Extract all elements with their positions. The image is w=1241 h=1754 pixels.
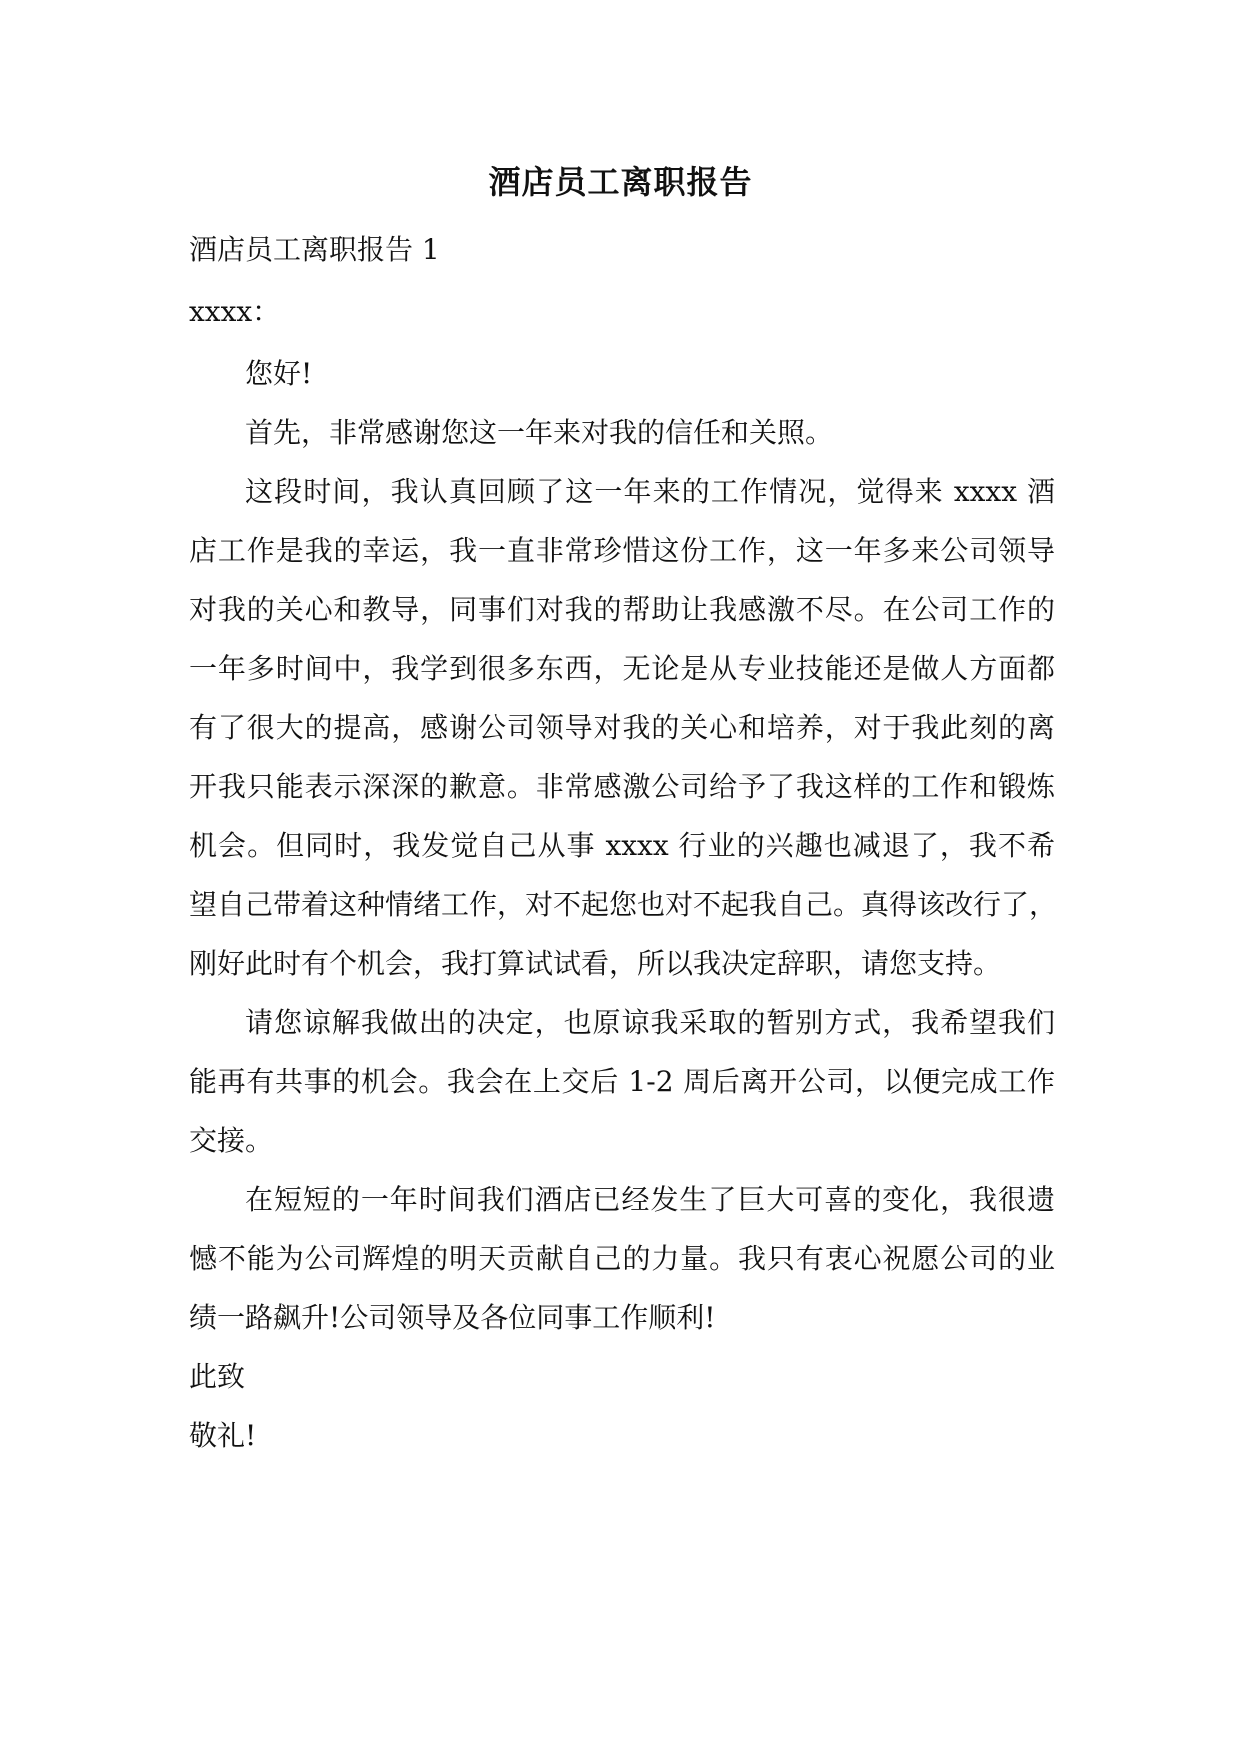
paragraph-line: 能再有共事的机会。我会在上交后 1-2 周后离开公司，以便完成工作	[189, 1065, 1055, 1098]
document-title: 酒店员工离职报告	[488, 163, 753, 201]
paragraph-line: 有了很大的提高，感谢公司领导对我的关心和培养，对于我此刻的离	[189, 711, 1055, 744]
paragraph-line: 望自己带着这种情绪工作，对不起您也对不起我自己。真得该改行了，	[189, 888, 1058, 921]
paragraph-1: 首先，非常感谢您这一年来对我的信任和关照。	[245, 416, 834, 449]
paragraph-line: 刚好此时有个机会，我打算试试看，所以我决定辞职，请您支持。	[189, 947, 1002, 980]
paragraph-line: 机会。但同时，我发觉自己从事 xxxx 行业的兴趣也减退了，我不希	[189, 829, 1055, 862]
paragraph-2	[189, 470, 1058, 986]
paragraph-4	[189, 1178, 1055, 1340]
paragraph-line: 请您谅解我做出的决定，也原谅我采取的暂别方式，我希望我们	[245, 1006, 1055, 1039]
paragraph-3	[189, 1001, 1055, 1163]
paragraph-line: 绩一路飙升!公司领导及各位同事工作顺利!	[189, 1301, 716, 1334]
paragraph-line: 这段时间，我认真回顾了这一年来的工作情况，觉得来 xxxx 酒	[245, 475, 1055, 508]
paragraph-line: 在短短的一年时间我们酒店已经发生了巨大可喜的变化，我很遗	[245, 1183, 1055, 1216]
paragraph-line: 店工作是我的幸运，我一直非常珍惜这份工作，这一年多来公司领导	[189, 534, 1055, 567]
report-subtitle: 酒店员工离职报告 1	[189, 233, 440, 266]
paragraph-line: 交接。	[189, 1124, 274, 1157]
recipient-line: xxxx：	[189, 295, 281, 328]
salutation-line: 敬礼!	[189, 1419, 257, 1452]
closing-line: 此致	[189, 1360, 246, 1393]
greeting-line: 您好!	[245, 357, 313, 390]
paragraph-line: 对我的关心和教导，同事们对我的帮助让我感激不尽。在公司工作的	[189, 593, 1055, 626]
paragraph-line: 一年多时间中，我学到很多东西，无论是从专业技能还是做人方面都	[189, 652, 1055, 685]
document-body	[189, 228, 1058, 1458]
paragraph-line: 开我只能表示深深的歉意。非常感激公司给予了我这样的工作和锻炼	[189, 770, 1055, 803]
paragraph-line: 憾不能为公司辉煌的明天贡献自己的力量。我只有衷心祝愿公司的业	[189, 1242, 1055, 1275]
